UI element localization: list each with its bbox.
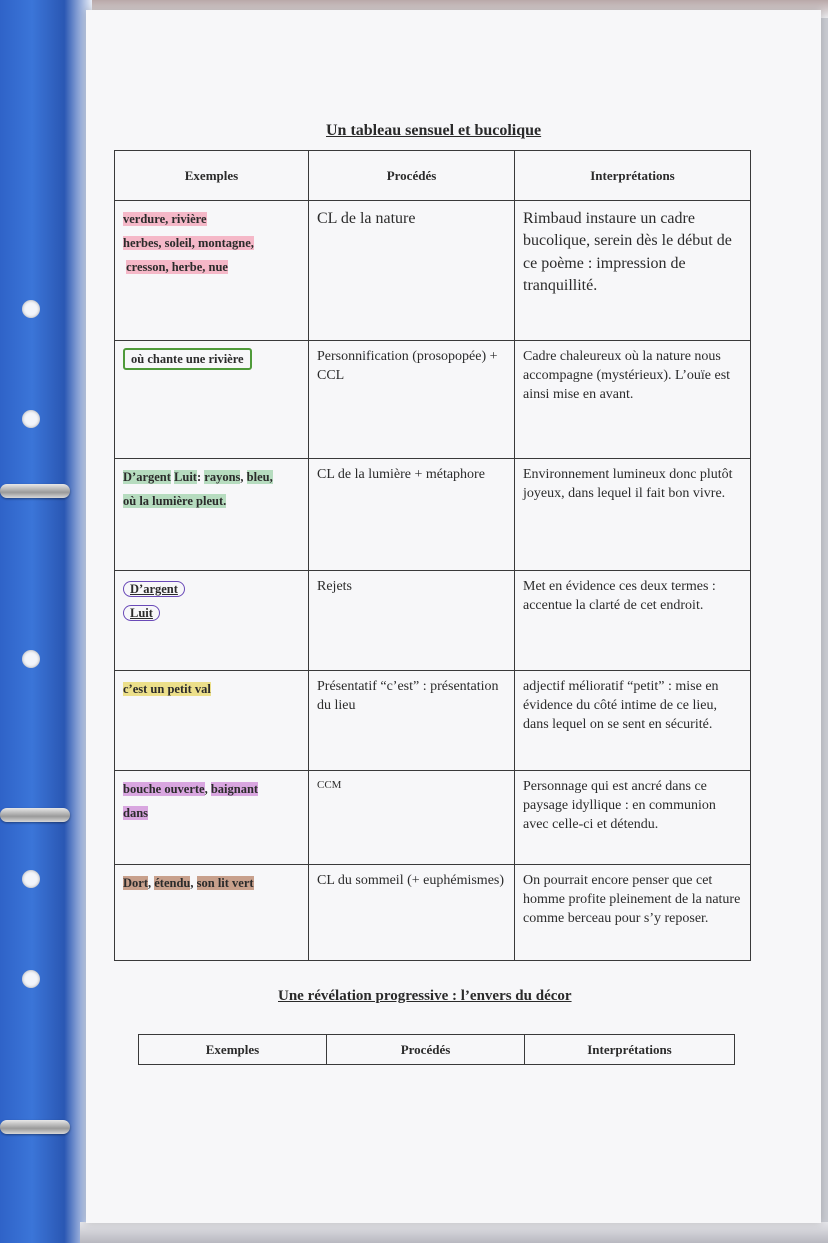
binder-ring xyxy=(0,1120,70,1134)
document-page xyxy=(86,10,821,1223)
circled-word: Luit xyxy=(123,605,160,621)
interpretation-cell: Personnage qui est ancré dans ce paysage idyllique : en communion avec celle-ci et détendu. xyxy=(515,771,751,865)
highlight-quote: c’est un petit val xyxy=(123,682,211,696)
highlight-quote: dans xyxy=(123,805,149,820)
separator-text: , xyxy=(204,782,211,796)
examples-cell xyxy=(115,201,309,341)
binder-ring xyxy=(0,808,70,822)
highlight-quote: où la lumière pleut. xyxy=(123,493,227,508)
punch-hole xyxy=(22,410,40,428)
table-row xyxy=(115,671,751,771)
procede-cell: Personnification (prosopopée) + CCL xyxy=(309,341,515,459)
interpretation-cell: On pourrait encore penser que cet homme profite pleinement de la nature comme berceau pour s’y reposer. xyxy=(515,865,751,961)
table-header-row xyxy=(115,151,751,201)
examples-cell xyxy=(115,771,309,865)
analysis-table-2 xyxy=(138,1034,735,1065)
table-row xyxy=(115,201,751,341)
examples-cell xyxy=(115,671,309,771)
separator-text: , xyxy=(190,876,197,890)
binder-ring xyxy=(0,484,70,498)
highlight-quote: baignant xyxy=(210,782,259,796)
procede-cell: CCM xyxy=(309,771,515,865)
table-row xyxy=(115,771,751,865)
punch-hole xyxy=(22,650,40,668)
examples-cell xyxy=(115,571,309,671)
highlight-quote: Dort xyxy=(123,876,148,890)
header-procedes: Procédés xyxy=(327,1035,525,1065)
highlight-quote: herbes, soleil, montagne, xyxy=(123,235,254,250)
separator-text: , xyxy=(148,876,155,890)
punch-hole xyxy=(22,300,40,318)
highlight-quote: cresson, herbe, nue xyxy=(126,259,228,274)
analysis-table-1 xyxy=(114,150,751,961)
highlight-quote: verdure, rivière xyxy=(123,212,207,226)
separator-text: , xyxy=(240,470,247,484)
interpretation-cell: Rimbaud instaure un cadre bucolique, serein dès le début de ce poème : impression de tranquillité. xyxy=(515,201,751,341)
highlight-quote: bleu, xyxy=(246,470,273,484)
interpretation-cell: adjectif mélioratif “petit” : mise en évidence du côté intime de ce lieu, dans lequel on se sent en sécurité. xyxy=(515,671,751,771)
header-examples: Exemples xyxy=(139,1035,327,1065)
procede-cell: Présentatif “c’est” : présentation du lieu xyxy=(309,671,515,771)
table-header-row xyxy=(139,1035,735,1065)
header-examples: Exemples xyxy=(115,151,309,201)
section-title-2: Une révélation progressive : l’envers du décor xyxy=(278,988,572,1004)
header-interpretations: Interprétations xyxy=(525,1035,735,1065)
section-title-1: Un tableau sensuel et bucolique xyxy=(326,122,542,139)
examples-cell xyxy=(115,865,309,961)
punch-hole xyxy=(22,870,40,888)
procede-cell: CL de la lumière + métaphore xyxy=(309,459,515,571)
interpretation-cell: Met en évidence ces deux termes : accentue la clarté de cet endroit. xyxy=(515,571,751,671)
interpretation-cell: Cadre chaleureux où la nature nous accompagne (mystérieux). L’ouïe est ainsi mise en avant. xyxy=(515,341,751,459)
header-procedes: Procédés xyxy=(309,151,515,201)
interpretation-cell: Environnement lumineux donc plutôt joyeux, dans lequel il fait bon vivre. xyxy=(515,459,751,571)
table-row xyxy=(115,459,751,571)
highlight-quote: rayons xyxy=(204,470,241,484)
circled-word: D’argent xyxy=(123,581,185,597)
punch-hole xyxy=(22,970,40,988)
table-row xyxy=(115,571,751,671)
highlight-quote: son lit vert xyxy=(196,876,254,890)
table-row xyxy=(115,865,751,961)
background-bottom-edge xyxy=(80,1222,828,1243)
procede-cell: Rejets xyxy=(309,571,515,671)
highlight-quote: D’argent xyxy=(123,470,171,484)
binder-spine xyxy=(0,0,92,1243)
table-row xyxy=(115,341,751,459)
highlight-quote: étendu xyxy=(154,876,191,890)
boxed-quote: où chante une rivière xyxy=(123,348,252,370)
header-interpretations: Interprétations xyxy=(515,151,751,201)
separator-text: : xyxy=(196,470,205,484)
highlight-quote: bouche ouverte xyxy=(123,782,205,796)
procede-cell: CL de la nature xyxy=(309,201,515,341)
examples-cell xyxy=(115,459,309,571)
procede-cell: CL du sommeil (+ euphémismes) xyxy=(309,865,515,961)
highlight-quote: Luit xyxy=(174,470,197,484)
examples-cell xyxy=(115,341,309,459)
